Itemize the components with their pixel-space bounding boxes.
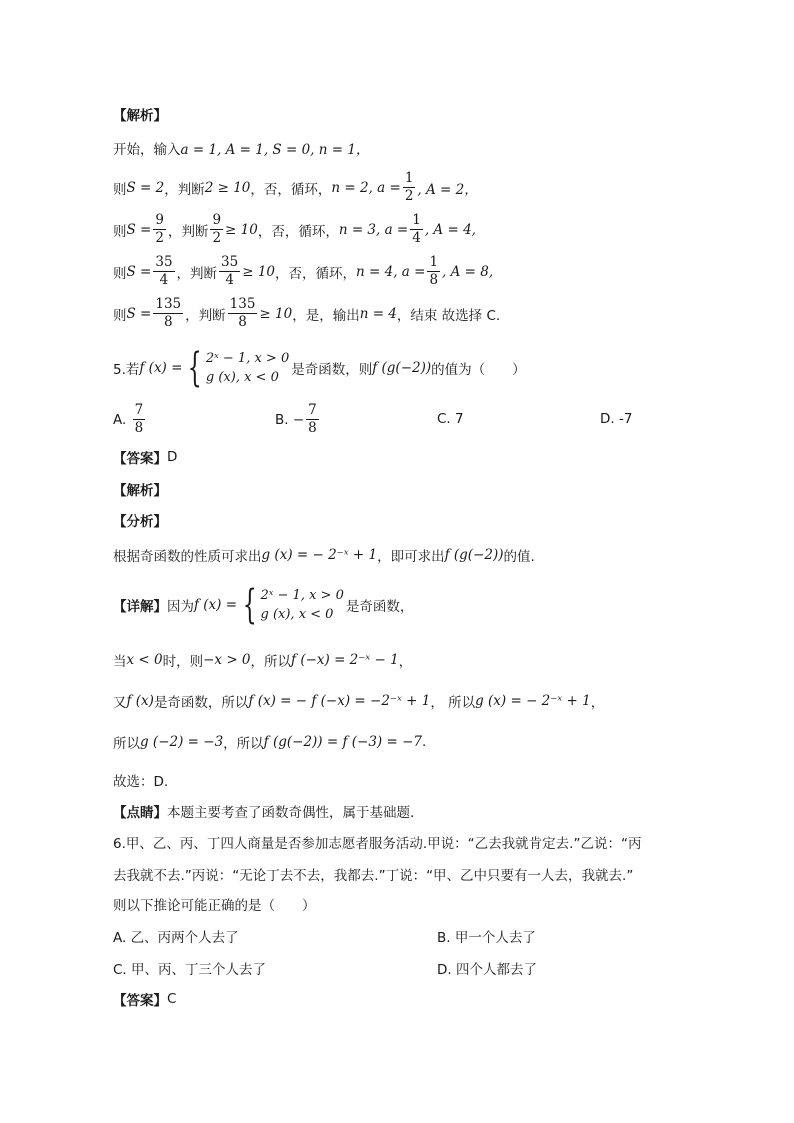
q6-option-a: A. 乙、丙两个人去了: [113, 930, 239, 946]
derivation-1: [113, 650, 412, 670]
t: ，判断: [176, 265, 218, 282]
dianjing-label: 【点睛】: [113, 805, 167, 821]
xiangjie-label: 【详解】: [113, 599, 167, 615]
fraction: $\frac{1}{4}$: [412, 212, 421, 246]
m: , A = 8,: [442, 263, 494, 280]
m: , A = 4,: [424, 221, 476, 238]
q5-suffix: 的值为（ ）: [431, 362, 526, 378]
m: ≥ 10: [259, 305, 293, 322]
question-5: [113, 345, 526, 391]
t: 则: [113, 307, 127, 324]
m: f (x): [126, 693, 154, 709]
section-jiexi: 【解析】: [113, 108, 167, 124]
m: f (x) =: [194, 597, 238, 613]
m: −x > 0: [203, 652, 251, 668]
answer-value: D: [167, 449, 178, 465]
t: ，否，循环，: [275, 265, 357, 282]
t: ， 所以: [430, 695, 476, 711]
q6-option-c: C. 甲、丙、丁三个人去了: [113, 962, 267, 978]
m: f (g(−2)) = f (−3) = −7: [263, 734, 422, 750]
m: n = 4: [359, 305, 397, 322]
t: 则: [113, 181, 127, 198]
t: 又: [113, 695, 127, 711]
q6-line2: 去我就不去.”丙说：“无论丁去不去，我都去.”丁说：“甲、乙中只要有一人去，我就去.”: [113, 868, 634, 884]
t: A.: [113, 411, 127, 428]
m: ≥ 10: [225, 221, 258, 238]
step1-line: [113, 170, 478, 205]
fraction: $\frac{35}{4}$: [221, 254, 239, 288]
m: S =: [126, 221, 152, 238]
option-d: D. -7: [600, 411, 633, 427]
start-math: a = 1, A = 1, S = 0, n = 1，: [180, 142, 370, 158]
q6-option-b: B. 甲一个人去了: [437, 930, 536, 946]
t: ，判断: [167, 223, 209, 240]
m: g (x) = − 2⁻ˣ + 1: [261, 547, 378, 563]
t: ，否，循环，: [250, 181, 332, 198]
t: 是奇函数，所以: [153, 695, 249, 711]
t: 因为: [167, 599, 194, 615]
t: 的值.: [503, 549, 535, 565]
t: ，所以: [223, 736, 264, 752]
piecewise: { 2ˣ − 1, x > 0 g (x), x < 0: [242, 582, 344, 628]
t: ，是，输出: [292, 307, 360, 324]
t: 当: [113, 654, 127, 670]
answer-label: 【答案】: [113, 451, 167, 467]
m: f (−x) = 2⁻ˣ − 1: [291, 652, 399, 668]
t: .: [421, 734, 427, 750]
option-a: [113, 402, 147, 437]
t: 时，则: [162, 654, 204, 670]
m: n = 2, a =: [331, 179, 401, 196]
start-line: [113, 138, 369, 158]
dianjing: [113, 801, 414, 821]
step3-line: [113, 254, 493, 289]
option-b: [275, 402, 321, 437]
m: S = 2: [126, 179, 165, 196]
fraction: $\frac{7}{8}$: [134, 402, 144, 436]
step2-line: [113, 212, 476, 247]
dianjing-text: 本题主要考查了函数奇偶性，属于基础题.: [167, 805, 415, 821]
t: 则: [113, 265, 127, 282]
fraction: $\frac{1}{8}$: [429, 254, 439, 288]
start-text: 开始，输入: [113, 142, 181, 158]
fraction: $\frac{1}{2}$: [404, 170, 414, 204]
t: ，否，循环，: [257, 223, 339, 240]
t: 所以: [113, 736, 140, 752]
derivation-2: [113, 691, 604, 711]
m: , A = 2，: [417, 181, 478, 198]
t: ，所以: [250, 654, 292, 670]
answer-label: 【答案】: [113, 993, 167, 1009]
answer-6: [113, 989, 176, 1009]
q6-line3: 则以下推论可能正确的是（ ）: [113, 898, 316, 914]
option-c: C. 7: [437, 411, 464, 427]
derivation-3: [113, 732, 426, 752]
q6-option-d: D. 四个人都去了: [437, 962, 537, 978]
t: 则: [113, 223, 127, 240]
answer-value: C: [167, 991, 177, 1007]
section-jiexi-2: 【解析】: [113, 483, 167, 499]
fraction: $\frac{9}{2}$: [155, 212, 164, 246]
xiangjie-line: [113, 582, 414, 628]
q5-prefix: 5.若: [113, 362, 140, 378]
section-fenxi: 【分析】: [113, 514, 167, 530]
m: f (x) = − f (−x) = −2⁻ˣ + 1: [248, 693, 431, 709]
fenxi-text: [113, 545, 535, 565]
case1: 2ˣ − 1, x > 0: [205, 351, 290, 366]
t: ，结束 故选择 C.: [396, 307, 501, 324]
step4-line: [113, 296, 500, 331]
t: ，判断: [185, 307, 226, 324]
fraction: $\frac{135}{8}$: [229, 296, 256, 330]
t: ，即可求出: [377, 549, 445, 565]
m: g (−2) = −3: [140, 734, 224, 750]
t: B.: [275, 411, 289, 428]
q5-fx: f (x) =: [139, 360, 183, 376]
m: 2 ≥ 10: [204, 179, 251, 196]
answer-5: [113, 447, 177, 467]
m: S =: [126, 263, 152, 280]
t: ，: [590, 695, 605, 711]
m: x < 0: [126, 652, 163, 668]
t: ，: [398, 654, 413, 670]
case2: g (x), x < 0: [205, 370, 279, 385]
q5-mid: 是奇函数，则: [291, 362, 373, 378]
m: n = 4, a =: [356, 263, 426, 280]
m: S =: [126, 305, 152, 322]
t: −: [292, 411, 305, 428]
m: ≥ 10: [242, 263, 276, 280]
m: f (g(−2)): [444, 547, 504, 563]
m: n = 3, a =: [338, 221, 409, 238]
fraction: $\frac{135}{8}$: [155, 296, 182, 330]
q6-line1: 6.甲、乙、丙、丁四人商量是否参加志愿者服务活动.甲说：“乙去我就肯定去.”乙说：“丙: [113, 836, 642, 852]
case1: 2ˣ − 1, x > 0: [260, 588, 344, 603]
fraction: $\frac{35}{4}$: [155, 254, 173, 288]
m: g (x) = − 2⁻ˣ + 1: [475, 693, 591, 709]
fraction: $\frac{7}{8}$: [308, 402, 317, 436]
fraction: $\frac{9}{2}$: [212, 212, 222, 246]
piecewise: { 2ˣ − 1, x > 0 g (x), x < 0: [188, 345, 290, 391]
t: 根据奇函数的性质可求出: [113, 549, 262, 565]
t: 是奇函数，: [345, 599, 414, 615]
case2: g (x), x < 0: [260, 607, 334, 622]
guxuan: 故选：D.: [113, 774, 169, 790]
q5-expr: f (g(−2)): [372, 360, 432, 376]
t: ，判断: [164, 181, 205, 198]
